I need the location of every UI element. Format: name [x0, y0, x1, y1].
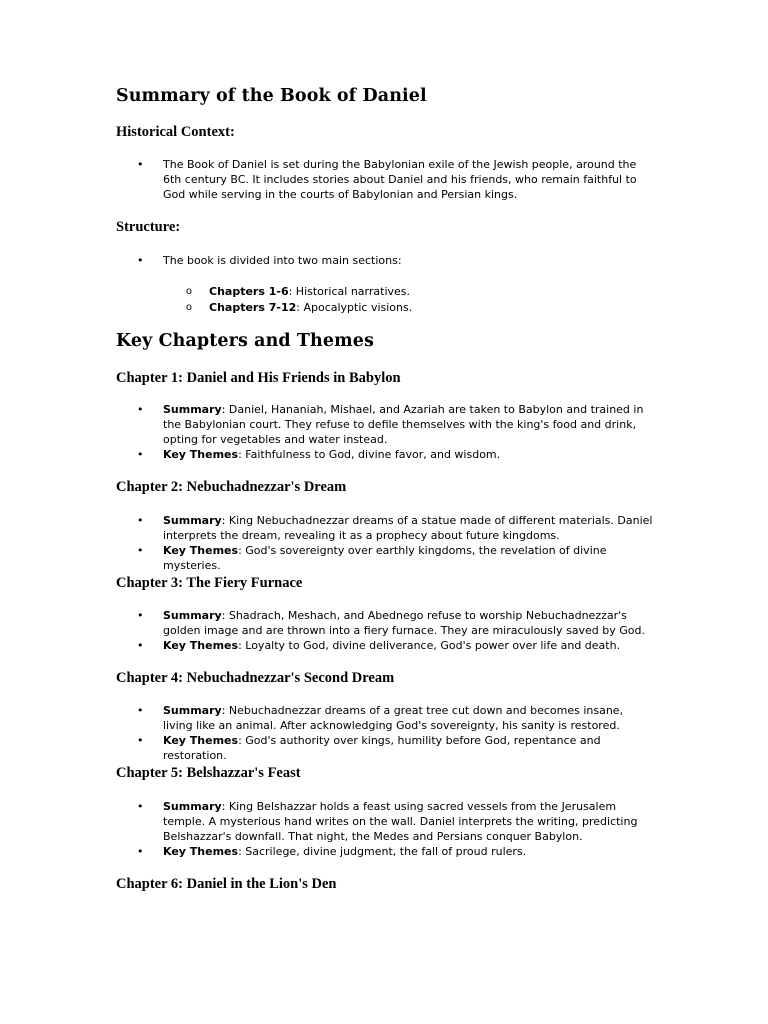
structure-sections — [116, 284, 412, 315]
chapter-2-list — [116, 513, 656, 573]
chapter-3-list — [116, 608, 656, 653]
list-item — [116, 284, 412, 300]
list-item — [116, 402, 656, 447]
chapter-4-list — [116, 703, 656, 763]
summary-label: Summary — [163, 800, 222, 813]
list-item — [116, 543, 656, 573]
structure-list — [116, 253, 656, 268]
section-label: Chapters 1-6 — [209, 285, 289, 298]
list-item — [116, 799, 656, 844]
list-item — [116, 157, 656, 202]
chapter-4-heading: Chapter 4: Nebuchadnezzar's Second Dream — [116, 670, 395, 686]
list-item — [116, 703, 656, 733]
chapter-2-heading: Chapter 2: Nebuchadnezzar's Dream — [116, 479, 347, 495]
page-title: Summary of the Book of Daniel — [116, 86, 427, 106]
list-item — [116, 733, 656, 763]
summary-label: Summary — [163, 403, 222, 416]
chapter-2-summary: : King Nebuchadnezzar dreams of a statue made of different materials. Daniel interprets the dream, revealing it as a prophecy about future kingdoms. — [163, 514, 653, 542]
list-item — [116, 608, 656, 638]
list-item — [116, 300, 412, 316]
chapter-5-heading: Chapter 5: Belshazzar's Feast — [116, 765, 301, 781]
structure-intro: The book is divided into two main sections: — [163, 254, 402, 267]
list-item — [116, 513, 656, 543]
list-item — [116, 844, 656, 859]
section-text: : Apocalyptic visions. — [296, 300, 413, 314]
historical-context-text: The Book of Daniel is set during the Babylonian exile of the Jewish people, around the 6th century BC. It includes stories about Daniel and his friends, who remain faithful to God while serving in the courts of Babylonian and Persian kings. — [163, 158, 637, 201]
chapter-5-list — [116, 799, 656, 859]
summary-label: Summary — [163, 704, 222, 717]
list-item — [116, 253, 656, 268]
chapter-3-summary: : Shadrach, Meshach, and Abednego refuse to worship Nebuchadnezzar's golden image and are thrown into a fiery furnace. They are miraculously saved by God. — [163, 609, 646, 637]
list-item — [116, 638, 656, 653]
key-themes-label: Key Themes — [163, 448, 239, 461]
chapter-6-heading: Chapter 6: Daniel in the Lion's Den — [116, 876, 337, 892]
chapter-5-themes: : Sacrilege, divine judgment, the fall of proud rulers. — [238, 845, 527, 858]
chapter-4-summary: : Nebuchadnezzar dreams of a great tree cut down and becomes insane, living like an animal. After acknowledging God's sovereignty, his sanity is restored. — [163, 704, 624, 732]
summary-label: Summary — [163, 609, 222, 622]
key-themes-label: Key Themes — [163, 544, 239, 557]
chapter-1-list — [116, 402, 656, 462]
chapter-2-themes: : God's sovereignty over earthly kingdoms, the revelation of divine mysteries. — [163, 544, 607, 572]
key-chapters-heading: Key Chapters and Themes — [116, 331, 374, 351]
chapter-5-summary: : King Belshazzar holds a feast using sacred vessels from the Jerusalem temple. A mysterious hand writes on the wall. Daniel interprets the writing, predicting Belshazzar's downfall. That night, the Medes and Persians conquer Babylon. — [163, 800, 638, 843]
key-themes-label: Key Themes — [163, 845, 239, 858]
chapter-3-heading: Chapter 3: The Fiery Furnace — [116, 575, 303, 591]
key-themes-label: Key Themes — [163, 734, 239, 747]
historical-context-heading: Historical Context: — [116, 124, 235, 140]
list-item — [116, 447, 656, 462]
key-themes-label: Key Themes — [163, 639, 239, 652]
chapter-3-themes: : Loyalty to God, divine deliverance, God's power over life and death. — [238, 639, 621, 652]
chapter-1-themes: : Faithfulness to God, divine favor, and wisdom. — [238, 448, 501, 461]
chapter-4-themes: : God's authority over kings, humility before God, repentance and restoration. — [163, 734, 601, 762]
section-text: : Historical narratives. — [288, 285, 411, 298]
chapter-1-heading: Chapter 1: Daniel and His Friends in Babylon — [116, 370, 401, 386]
chapter-1-summary: : Daniel, Hananiah, Mishael, and Azariah are taken to Babylon and trained in the Babylonian court. They refuse to defile themselves with the king's food and drink, opting for vegetables and water instead. — [163, 403, 644, 446]
historical-context-list — [116, 157, 656, 202]
section-label: Chapters 7-12 — [209, 300, 297, 314]
summary-label: Summary — [163, 514, 222, 527]
structure-heading: Structure: — [116, 219, 181, 235]
